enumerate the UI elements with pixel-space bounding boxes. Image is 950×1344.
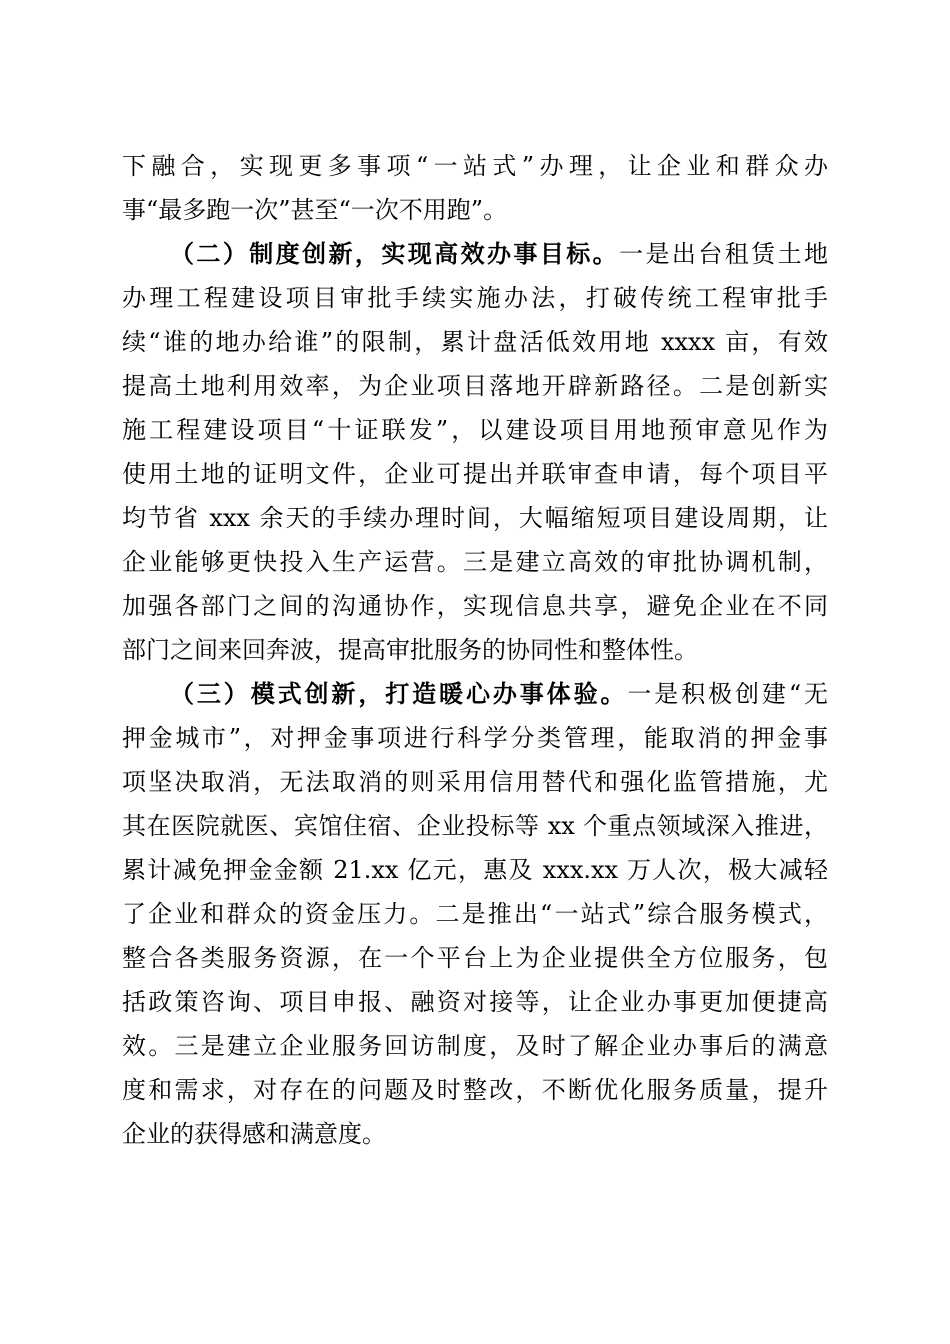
paragraph-3-line-5: 累计减免押金金额 21.xx 亿元，惠及 xxx.xx 万人次，极大减轻 [122,856,828,884]
paragraph-3-line-8: 括政策咨询、项目申报、融资对接等，让企业办事更加便捷高 [122,988,828,1016]
paragraph-2-line-2: 办理工程建设项目审批手续实施办法，打破传统工程审批手 [122,284,828,312]
paragraph-3-heading: （三）模式创新，打造暖心办事体验。 [170,679,628,708]
paragraph-3-line-2: 押金城市”，对押金事项进行科学分类管理，能取消的押金事 [122,724,828,752]
paragraph-1-line-1: 下融合，实现更多事项“一站式”办理，让企业和群众办 [122,152,828,180]
paragraph-2-line-3: 续“谁的地办给谁”的限制，累计盘活低效用地 xxxx 亩，有效 [122,328,828,356]
paragraph-3-line-11: 企业的获得感和满意度。 [122,1120,386,1148]
paragraph-3-line-9: 效。三是建立企业服务回访制度，及时了解企业办事后的满意 [122,1032,828,1060]
paragraph-3-line-7: 整合各类服务资源，在一个平台上为企业提供全方位服务，包 [122,944,828,972]
paragraph-2-line-1 [170,232,828,276]
paragraph-3-line-3: 项坚决取消，无法取消的则采用信用替代和强化监管措施，尤 [122,768,828,796]
paragraph-3-line-1-text: 一是积极创建“无 [627,680,828,708]
paragraph-3-line-1 [170,672,828,716]
paragraph-3-line-6: 了企业和群众的资金压力。二是推出“一站式”综合服务模式， [122,900,828,928]
paragraph-2-line-4: 提高土地利用效率，为企业项目落地开辟新路径。二是创新实 [122,372,828,400]
paragraph-3-line-4: 其在医院就医、宾馆住宿、企业投标等 xx 个重点领域深入推进， [122,812,828,840]
paragraph-2-line-7: 均节省 xxx 余天的手续办理时间，大幅缩短项目建设周期，让 [122,504,828,532]
paragraph-2-line-5: 施工程建设项目“十证联发”，以建设项目用地预审意见作为 [122,416,828,444]
paragraph-2-heading: （二）制度创新，实现高效办事目标。 [170,239,620,268]
paragraph-2-line-9: 加强各部门之间的沟通协作，实现信息共享，避免企业在不同 [122,592,828,620]
paragraph-1-line-2: 事“最多跑一次”甚至“一次不用跑”。 [122,196,508,224]
paragraph-2-line-6: 使用土地的证明文件，企业可提出并联审查申请，每个项目平 [122,460,828,488]
paragraph-2-line-10: 部门之间来回奔波，提高审批服务的协同性和整体性。 [122,636,698,664]
paragraph-2-line-1-text: 一是出台租赁土地 [619,240,829,268]
paragraph-3-line-10: 度和需求，对存在的问题及时整改，不断优化服务质量，提升 [122,1076,828,1104]
paragraph-2-line-8: 企业能够更快投入生产运营。三是建立高效的审批协调机制， [122,548,828,576]
